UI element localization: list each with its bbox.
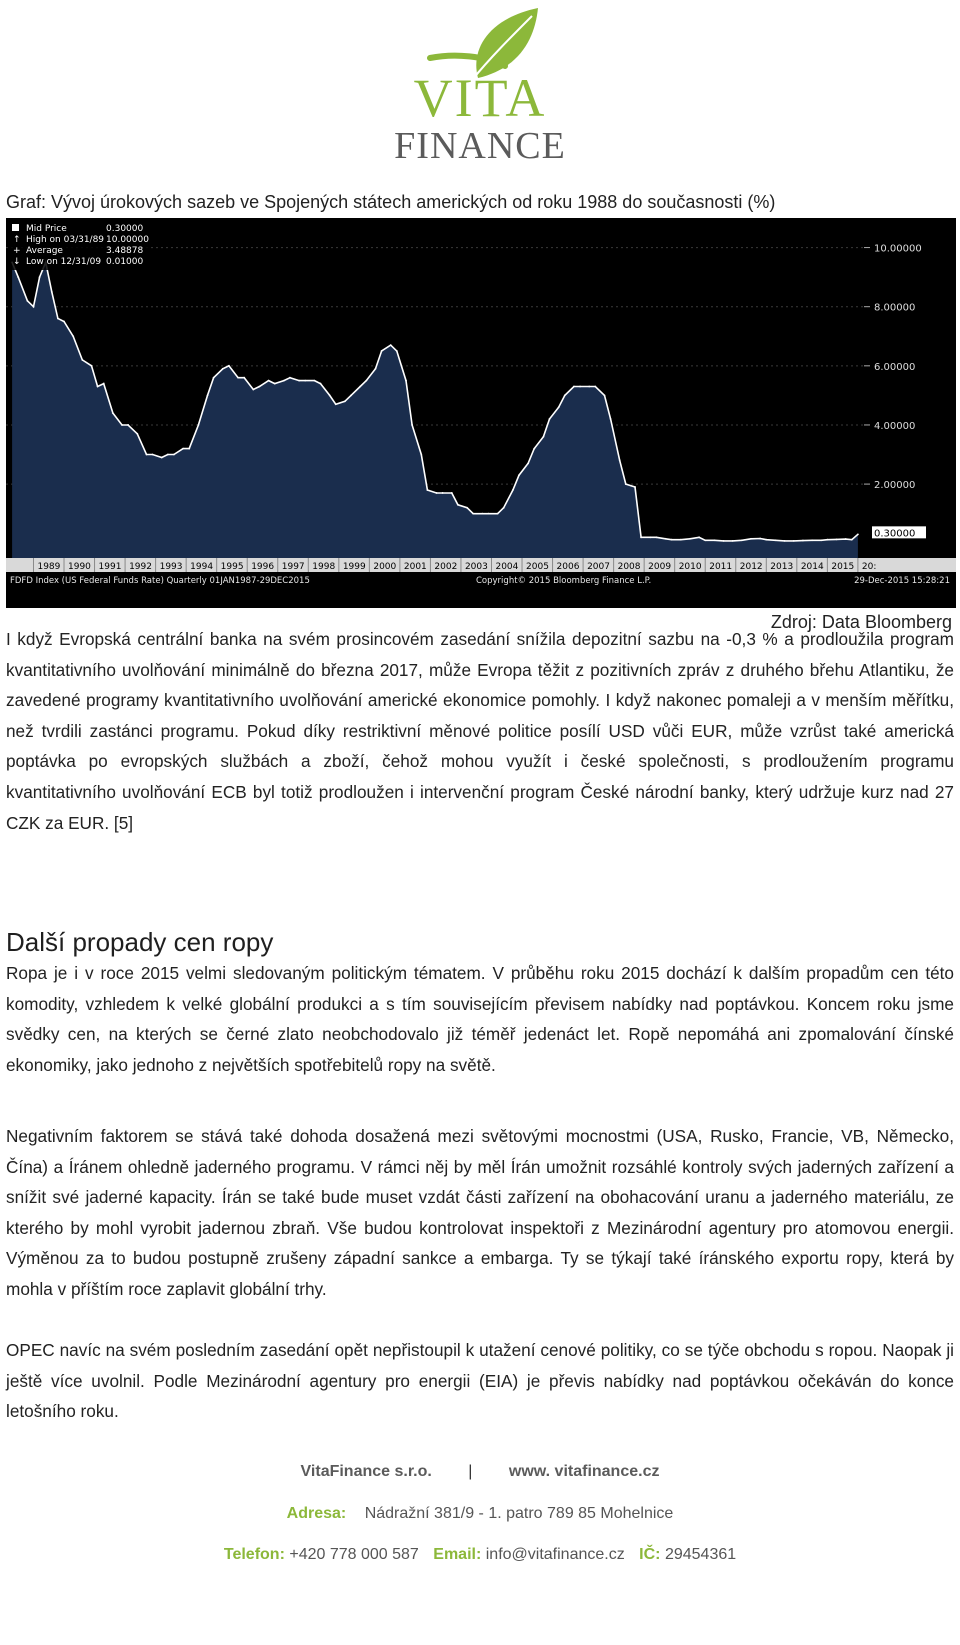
chart-data-point: [671, 539, 673, 541]
footer-ico-value: 29454361: [664, 1546, 737, 1563]
chart-data-point: [558, 406, 560, 408]
chart-y-tick-label: 2.00000: [874, 480, 916, 492]
chart-data-point: [851, 539, 853, 541]
chart-data-point: [283, 380, 285, 382]
footer-email-label: Email:: [433, 1546, 482, 1563]
chart-data-point: [857, 533, 859, 535]
footer-company-line: [0, 1463, 960, 1481]
chart-data-point: [274, 383, 276, 385]
chart-data-point: [845, 538, 847, 540]
chart-data-point: [298, 380, 300, 382]
chart-data-point: [793, 540, 795, 542]
chart-data-point: [304, 380, 306, 382]
chart-data-point: [167, 454, 169, 456]
chart-y-tick-label: 8.00000: [874, 302, 916, 314]
chart-footer-index: FDFD Index (US Federal Funds Rate) Quarterly 01JAN1987-29DEC2015: [10, 576, 310, 586]
chart-data-point: [420, 454, 422, 456]
chart-data-point: [57, 318, 59, 320]
chart-data-point: [698, 536, 700, 538]
chart-data-point: [604, 394, 606, 396]
chart-x-tick-label: 2014: [800, 562, 824, 572]
chart-x-tick-label: 1999: [342, 562, 366, 572]
paragraph-opec: OPEC navíc na svém posledním zasedání opět nepřistoupil k utažení cenové politiky, co se týče obchodu s ropou. Naopak ji ještě více uvolnil. Podle Mezinárodní agentury pro energii (EIA) je převis nabídky nad poptávkou očekáván do konce letošního roku.: [6, 1340, 954, 1422]
chart-data-point: [533, 448, 535, 450]
chart-x-tick-label: 1993: [159, 562, 183, 572]
chart-data-point: [103, 383, 105, 385]
chart-data-point: [136, 433, 138, 435]
vita-finance-logo: [360, 8, 600, 170]
chart-y-axis-panel: [864, 218, 956, 558]
chart-data-point: [112, 412, 114, 414]
chart-x-tick-label: 1990: [68, 562, 91, 572]
chart-data-point: [457, 504, 459, 506]
chart-data-point: [472, 513, 474, 515]
chart-data-point: [436, 492, 438, 494]
chart-x-tick-label: 2006: [556, 562, 580, 572]
chart-data-point: [173, 454, 175, 456]
chart-x-tick-label: 2002: [434, 562, 458, 572]
chart-x-tick-label: 2007: [587, 562, 610, 572]
chart-data-point: [91, 365, 93, 367]
chart-data-point: [350, 394, 352, 396]
chart-data-point: [268, 380, 270, 382]
interest-rate-chart: [6, 218, 956, 608]
chart-legend-value: 0.30000: [106, 224, 144, 234]
chart-x-tick-label: 2012: [739, 562, 763, 572]
chart-data-point: [344, 400, 346, 402]
chart-data-point: [625, 483, 627, 485]
chart-data-point: [405, 380, 407, 382]
chart-legend-value: 3.48878: [106, 246, 144, 256]
chart-x-tick-label: 1995: [220, 562, 244, 572]
chart-data-point: [243, 377, 245, 379]
chart-x-tick-label: 2003: [464, 562, 488, 572]
chart-x-tick-label: 2008: [617, 562, 641, 572]
chart-data-point: [442, 492, 444, 494]
footer-address-label: Adresa:: [286, 1505, 347, 1522]
chart-data-point: [820, 539, 822, 541]
chart-legend-swatch: [12, 224, 19, 231]
chart-data-point: [17, 276, 19, 278]
chart-data-point: [252, 389, 254, 391]
chart-data-point: [411, 424, 413, 426]
chart-data-point: [619, 460, 621, 462]
chart-data-point: [542, 436, 544, 438]
chart-legend-label: Average: [26, 246, 63, 256]
chart-data-point: [259, 386, 261, 388]
chart-data-point: [811, 539, 813, 541]
chart-x-tick-label: 2011: [709, 562, 733, 572]
source-note: Zdroj: Data Bloomberg: [770, 612, 952, 632]
chart-data-point: [289, 377, 291, 379]
chart-data-point: [63, 321, 65, 323]
footer-separator: |: [468, 1463, 473, 1480]
chart-data-point: [127, 424, 129, 426]
chart-data-point: [207, 394, 209, 396]
chart-data-point: [33, 306, 35, 308]
chart-data-point: [396, 350, 398, 352]
chart-data-point: [594, 386, 596, 388]
chart-x-tick-label: 2010: [678, 562, 702, 572]
paragraph-iran-deal: Negativním faktorem se stává také dohoda dosažená mezi světovými mocnostmi (USA, Rusko, Francie, VB, Německo, Čína) a Íránem ohledně jaderného programu. V rámci něj by měl Írán umožnit rozsáhlé kontroly svých jaderných zařízení a snížit své jaderné kapacity. Írán se také bude muset vzdát části zařízení na obohacování uranu a jaderného materiálu, ze kterého by mohl vyrobit jadernou zbraň. Vše budou kontrolovat inspektoři z Mezinárodní agentury pro atomovou energii. Výměnou za to budou postupně zrušeny západní sankce a embarga. Ty se týkají také íránského exportu ropy, která by mohla v příštím roce zaplavit globální trhy.: [6, 1126, 954, 1299]
logo-finance-text: FINANCE: [394, 125, 566, 167]
chart-data-point: [512, 489, 514, 491]
chart-data-point: [713, 539, 715, 541]
chart-caption: Graf: Vývoj úrokových sazeb ve Spojených státech amerických od roku 1988 do současnosti (%): [6, 192, 776, 212]
chart-x-tick-label: 2015: [831, 562, 855, 572]
chart-data-point: [564, 394, 566, 396]
chart-data-point: [426, 489, 428, 491]
chart-data-point: [634, 486, 636, 488]
chart-legend-label: Mid Price: [26, 224, 67, 234]
chart-legend-marker: +: [13, 246, 21, 256]
chart-data-point: [222, 368, 224, 370]
chart-legend-label: High on 03/31/89: [26, 235, 105, 245]
chart-data-point: [680, 539, 682, 541]
chart-current-value-label: 0.30000: [874, 528, 916, 540]
chart-legend-value: 0.01000: [106, 257, 144, 267]
logo-vita-text: VITA: [413, 68, 547, 128]
chart-x-tick-label: 1991: [98, 562, 122, 572]
chart-data-point: [390, 344, 392, 346]
chart-data-point: [51, 291, 53, 293]
footer-website-link[interactable]: www. vitafinance.cz: [508, 1463, 660, 1480]
paragraph-oil-2015: Ropa je i v roce 2015 velmi sledovaným politickým tématem. V průběhu roku 2015 dochází k dalším propadům cen této komodity, vzhledem k velké globální produkci a s tím souvisejícím převisem nabídky nad poptávkou. Koncem roku jsme svědky cen, na kterých se černé zlato neobchodovalo již téměř jedenáct let. Ropě nepomáhá ani zpomalování čínské ekonomiky, jako jednoho z největších spotřebitelů ropy na světě.: [6, 963, 954, 1075]
chart-data-point: [182, 448, 184, 450]
chart-x-tick-label: 2009: [648, 562, 672, 572]
chart-y-tick-label: 6.00000: [874, 361, 916, 373]
chart-data-point: [655, 536, 657, 538]
footer-phone-label: Telefon:: [223, 1546, 285, 1563]
chart-data-point: [723, 540, 725, 542]
chart-data-point: [213, 377, 215, 379]
chart-data-point: [26, 300, 28, 302]
chart-footer-copyright: Copyright© 2015 Bloomberg Finance L.P.: [476, 576, 652, 586]
chart-x-tick-label: 2004: [495, 562, 519, 572]
footer-phone-value: +420 778 000 587: [289, 1546, 419, 1563]
chart-data-point: [188, 448, 190, 450]
chart-data-point: [237, 377, 239, 379]
chart-legend-value: 10.00000: [106, 235, 149, 245]
chart-data-point: [152, 454, 154, 456]
chart-footer-timestamp: 29-Dec-2015 15:28:21: [854, 576, 950, 586]
chart-data-point: [704, 539, 706, 541]
footer-ico-label: IČ:: [639, 1546, 661, 1563]
chart-data-point: [121, 424, 123, 426]
chart-data-point: [689, 538, 691, 540]
chart-x-tick-label: 1998: [312, 562, 336, 572]
chart-data-point: [335, 403, 337, 405]
chart-data-point: [451, 492, 453, 494]
chart-data-point: [146, 454, 148, 456]
chart-x-tick-label: 1997: [281, 562, 305, 572]
chart-data-point: [313, 380, 315, 382]
chart-x-tick-label: 20:: [861, 562, 877, 572]
chart-legend-marker: ↓: [13, 257, 21, 267]
chart-x-tick-label: 2013: [770, 562, 794, 572]
chart-data-point: [329, 394, 331, 396]
chart-data-point: [610, 418, 612, 420]
chart-data-point: [640, 536, 642, 538]
chart-data-point: [39, 276, 41, 278]
section-heading-oil: Další propady cen ropy: [6, 927, 274, 957]
chart-data-point: [665, 538, 667, 540]
footer-contact-line: [0, 1546, 960, 1564]
chart-data-point: [826, 539, 828, 541]
chart-data-point: [784, 540, 786, 542]
chart-data-point: [579, 386, 581, 388]
chart-data-point: [497, 513, 499, 515]
chart-y-tick-label: 4.00000: [874, 420, 916, 432]
footer-email-link[interactable]: info@vitafinance.cz: [485, 1546, 625, 1563]
chart-data-point: [81, 359, 83, 361]
chart-data-point: [365, 380, 367, 382]
chart-data-point: [375, 368, 377, 370]
chart-data-point: [775, 539, 777, 541]
chart-data-point: [759, 538, 761, 540]
chart-data-point: [802, 540, 804, 542]
chart-legend-label: Low on 12/31/09: [26, 257, 102, 267]
chart-data-point: [466, 507, 468, 509]
chart-data-point: [97, 386, 99, 388]
chart-data-point: [518, 474, 520, 476]
chart-data-point: [741, 539, 743, 541]
chart-x-tick-label: 1992: [129, 562, 152, 572]
chart-data-point: [527, 462, 529, 464]
chart-data-point: [588, 386, 590, 388]
chart-data-point: [765, 539, 767, 541]
chart-data-point: [161, 457, 163, 459]
chart-data-point: [359, 386, 361, 388]
chart-data-point: [750, 538, 752, 540]
chart-legend-marker: ↑: [13, 235, 21, 245]
chart-x-tick-label: 1996: [251, 562, 275, 572]
chart-data-point: [549, 418, 551, 420]
chart-x-tick-label: 1994: [190, 562, 214, 572]
chart-data-point: [228, 365, 230, 367]
chart-x-tick-label: 1989: [37, 562, 61, 572]
footer-address-value: Nádražní 381/9 - 1. patro 789 85 Mohelnice: [364, 1505, 674, 1522]
chart-data-point: [503, 507, 505, 509]
chart-data-point: [649, 536, 651, 538]
chart-data-point: [72, 335, 74, 337]
chart-data-point: [836, 538, 838, 540]
chart-data-point: [573, 386, 575, 388]
chart-data-point: [197, 424, 199, 426]
chart-data-point: [381, 350, 383, 352]
chart-x-tick-label: 2005: [526, 562, 549, 572]
chart-data-point: [488, 513, 490, 515]
chart-x-tick-label: 2000: [373, 562, 397, 572]
chart-x-tick-label: 2001: [403, 562, 427, 572]
paragraph-ecb: I když Evropská centrální banka na svém prosincovém zasedání snížila depozitní sazbu na -0,3 % a prodloužila program kvantitativního uvolňování minimálně do března 2017, může Evropa těžit z pozitivních zpráv z druhého břehu Atlantiku, že zavedené programy kvantitativního uvolňování americké ekonomice pomohly. I když nakonec pomaleji a v menším měřítku, než tvrdili zastánci programu. Pokud díky restriktivní měnové politice posílí USD vůči EUR, může vzrůst také americká poptávka po evropských službách a zboží, čehož mohou využít i české společnosti, s prodloužením programu kvantitativního uvolňování ECB byl totiž prodloužen i intervenční program České národní banky, který udržuje kurz nad 27 CZK za EUR. [5]: [6, 629, 954, 833]
chart-data-point: [481, 513, 483, 515]
footer-company: VitaFinance s.r.o.: [300, 1463, 432, 1480]
chart-y-tick-label: 10.00000: [874, 243, 922, 255]
chart-data-point: [732, 540, 734, 542]
chart-data-point: [320, 383, 322, 385]
footer-address-line: [0, 1505, 960, 1523]
